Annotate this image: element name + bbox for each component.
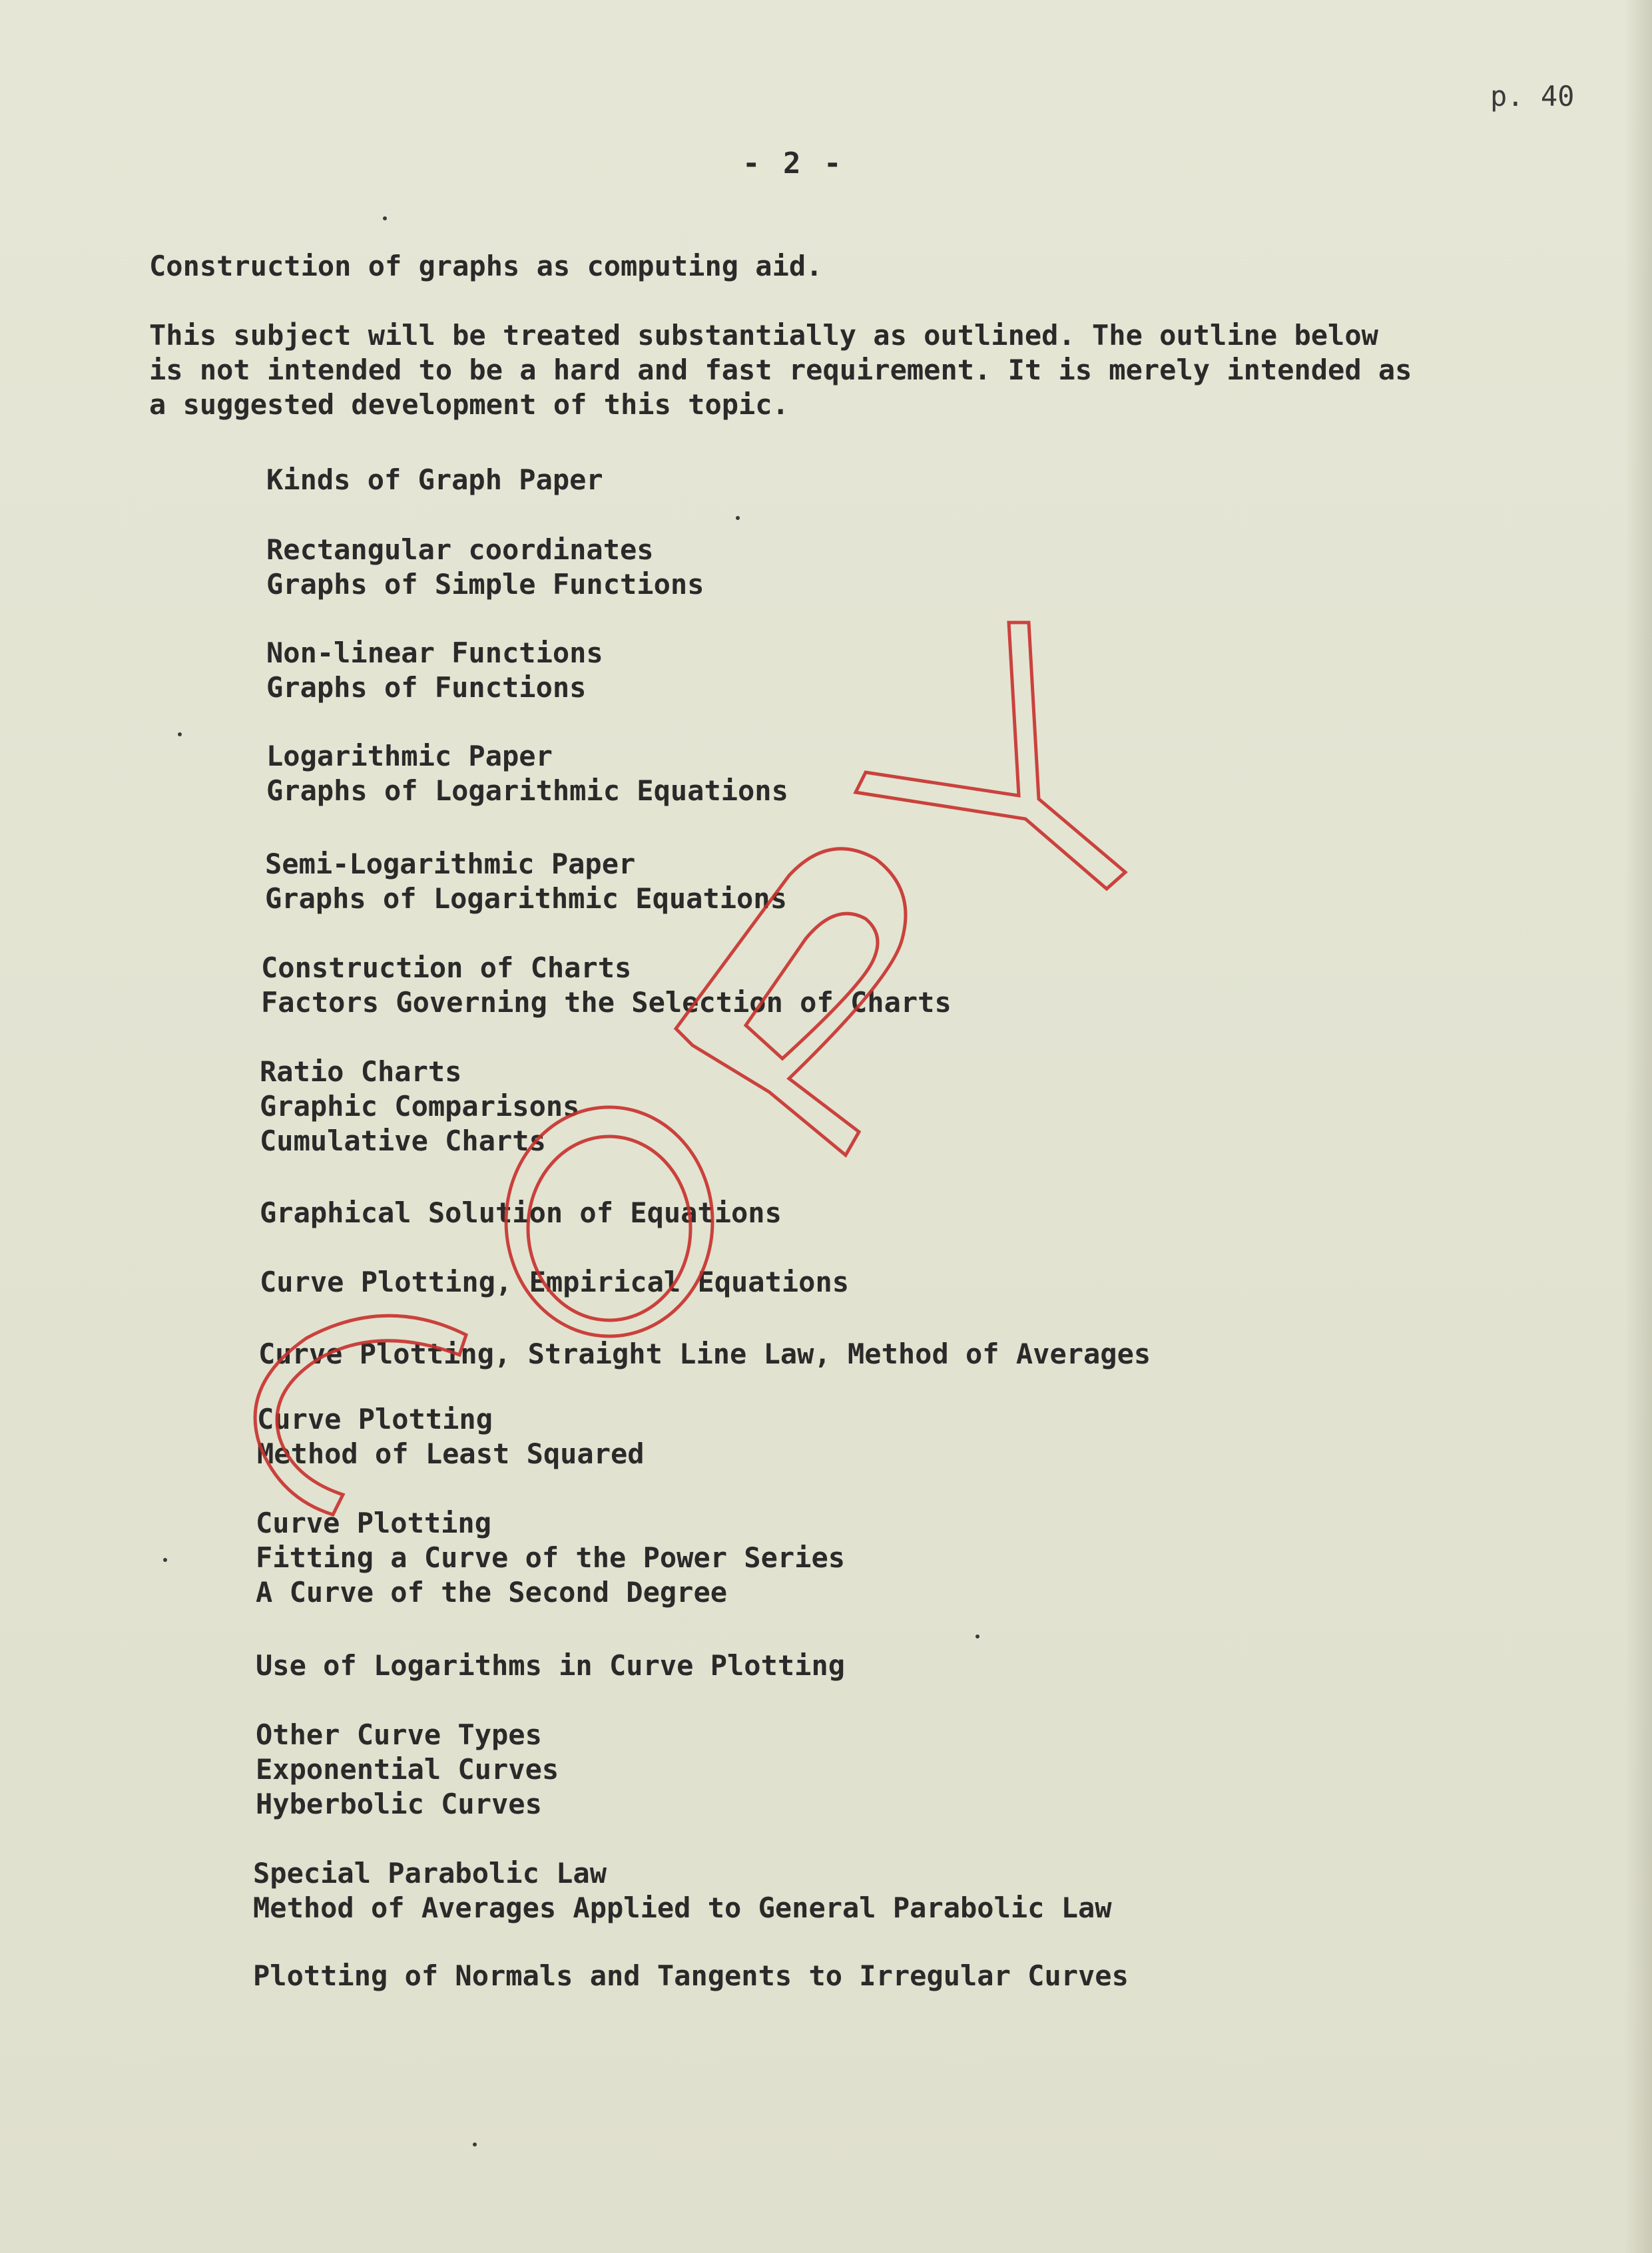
outline-line: Method of Least Squared bbox=[257, 1437, 645, 1470]
outline-line: Kinds of Graph Paper bbox=[266, 463, 603, 496]
outline-line: Curve Plotting, Straight Line Law, Method of Averages bbox=[258, 1338, 1151, 1370]
outline-line: Exponential Curves bbox=[256, 1753, 559, 1786]
outline-group bbox=[261, 951, 952, 1020]
outline-group bbox=[258, 1337, 1151, 1372]
outline-group bbox=[260, 1265, 849, 1300]
outline-line: Other Curve Types bbox=[256, 1718, 542, 1751]
scan-speck bbox=[473, 2142, 477, 2146]
page-edge-shadow bbox=[1625, 0, 1652, 2253]
stamp-letter-y bbox=[856, 623, 1125, 889]
outline-group bbox=[253, 1856, 1112, 1925]
outline-line: Graphical Solution of Equations bbox=[260, 1196, 782, 1229]
outline-line: Use of Logarithms in Curve Plotting bbox=[256, 1649, 846, 1682]
outline-line: Plotting of Normals and Tangents to Irregular Curves bbox=[253, 1959, 1129, 1992]
outline-line: Hyberbolic Curves bbox=[256, 1788, 542, 1820]
outline-group bbox=[260, 1055, 579, 1158]
outline-line: Rectangular coordinates bbox=[266, 533, 654, 566]
outline-group bbox=[266, 533, 704, 602]
outline-line: Cumulative Charts bbox=[260, 1125, 546, 1157]
scan-speck bbox=[163, 1558, 167, 1562]
scan-speck bbox=[736, 516, 740, 520]
outline-line: A Curve of the Second Degree bbox=[256, 1576, 728, 1609]
scan-speck bbox=[383, 216, 387, 220]
outline-line: Curve Plotting, Empirical Equations bbox=[260, 1266, 850, 1298]
outline-group bbox=[260, 1196, 782, 1230]
outline-line: Graphs of Logarithmic Equations bbox=[266, 774, 788, 807]
page-label: p. 40 bbox=[1490, 80, 1575, 113]
outline-group bbox=[266, 739, 788, 808]
intro-paragraph: This subject will be treated substantially as outlined. The outline below is not intended to be a hard and fast requirement. It is merely intended as a suggested development of this topic. bbox=[149, 319, 1412, 421]
outline-line: Ratio Charts bbox=[260, 1055, 462, 1088]
outline-line: Method of Averages Applied to General Parabolic Law bbox=[253, 1891, 1112, 1924]
section-heading: Construction of graphs as computing aid. bbox=[149, 250, 823, 282]
page-center-number: - 2 - bbox=[742, 146, 844, 180]
outline-group bbox=[265, 847, 787, 916]
outline-group bbox=[257, 1402, 645, 1471]
outline-line: Curve Plotting bbox=[256, 1507, 492, 1539]
outline-group bbox=[256, 1648, 845, 1683]
outline-line: Graphs of Simple Functions bbox=[266, 568, 704, 601]
outline-group bbox=[253, 1959, 1129, 1993]
outline-line: Logarithmic Paper bbox=[266, 740, 553, 772]
outline-group bbox=[256, 1506, 845, 1610]
outline-line: Graphs of Logarithmic Equations bbox=[265, 882, 787, 915]
outline-line: Fitting a Curve of the Power Series bbox=[256, 1541, 846, 1574]
outline-line: Factors Governing the Selection of Charts bbox=[261, 986, 952, 1019]
outline-line: Special Parabolic Law bbox=[253, 1857, 607, 1889]
scan-speck bbox=[975, 1634, 979, 1638]
outline-line: Graphs of Functions bbox=[266, 671, 587, 704]
outline-line: Graphic Comparisons bbox=[260, 1090, 580, 1123]
outline-group bbox=[266, 636, 603, 705]
outline-group bbox=[266, 463, 603, 497]
outline-line: Construction of Charts bbox=[261, 951, 632, 984]
outline-line: Curve Plotting bbox=[257, 1403, 493, 1435]
outline-line: Semi-Logarithmic Paper bbox=[265, 848, 636, 880]
outline-line: Non-linear Functions bbox=[266, 636, 603, 669]
scan-speck bbox=[178, 732, 182, 736]
outline-group bbox=[256, 1718, 559, 1822]
